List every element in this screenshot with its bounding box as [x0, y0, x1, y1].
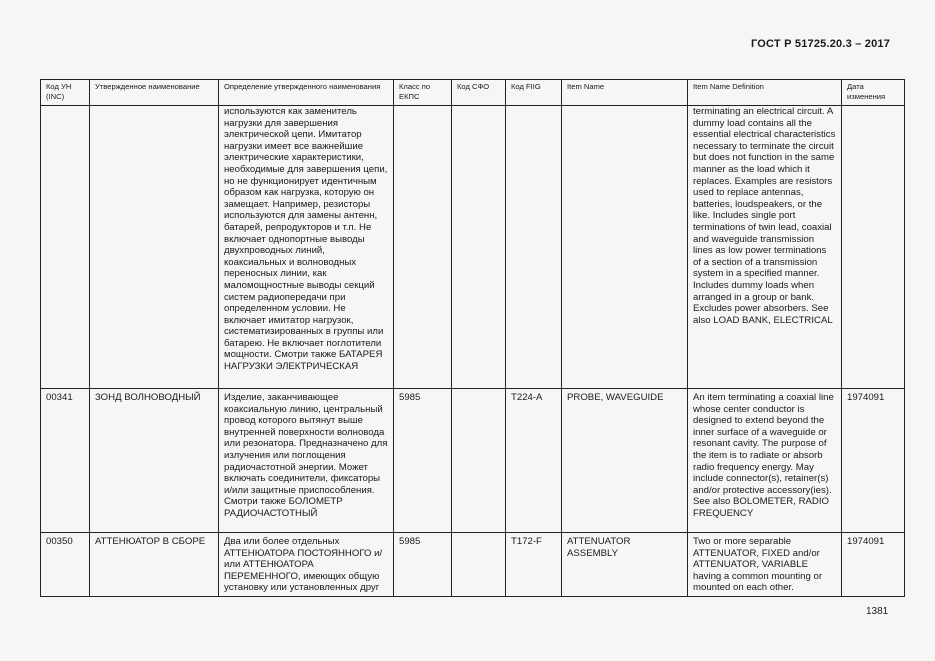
cell-item-name: PROBE, WAVEGUIDE	[562, 389, 688, 533]
col-header-name-ru: Утвержденное наименование	[90, 80, 219, 106]
cell-class: 5985	[394, 533, 452, 597]
cell-class	[394, 106, 452, 389]
cell-code: 00341	[41, 389, 90, 533]
col-header-sfo: Код СФО	[452, 80, 506, 106]
cell-item-name: ATTENUATOR ASSEMBLY	[562, 533, 688, 597]
col-header-definition-ru: Определение утвержденного наименования	[219, 80, 394, 106]
col-header-item-name: Item Name	[562, 80, 688, 106]
cell-name-ru: АТТЕНЮАТОР В СБОРЕ	[90, 533, 219, 597]
page-number: 1381	[866, 606, 889, 617]
cell-sfo	[452, 106, 506, 389]
cell-fiig: T224-A	[506, 389, 562, 533]
cell-name-ru	[90, 106, 219, 389]
cell-sfo	[452, 389, 506, 533]
table-row	[41, 389, 905, 533]
col-header-code: Код УН (INC)	[41, 80, 90, 106]
cell-sfo	[452, 533, 506, 597]
cell-definition-en: terminating an electrical circuit. A dummy load contains all the essential electrical characteristics necessary to terminate the circuit but does not function in the same manner as the load which it replaces. Examples are resistors used to replace antennas, batteries, loudspeakers, or the like. Includes single port terminations of twin lead, coaxial and waveguide transmission lines as low power terminations of a section of a transmission system in a specified manner. Includes dummy loads when arranged in a group or bank. Excludes power absorbers. See also LOAD BANK, ELECTRICAL	[688, 106, 842, 389]
document-code: ГОСТ Р 51725.20.3 – 2017	[751, 38, 891, 50]
cell-name-ru: ЗОНД ВОЛНОВОДНЫЙ	[90, 389, 219, 533]
cell-definition-ru: Изделие, заканчивающее коаксиальную линию, центральный провод которого вытянут выше внутренней поверхности волновода или резонатора. Предназначено для излучения или поглощения радиочастотной энергии. Может включать соединители, фиксаторы и/или защитные приспособления. Смотри также БОЛОМЕТР РАДИОЧАСТОТНЫЙ	[219, 389, 394, 533]
header-row	[41, 80, 905, 106]
cell-date: 1974091	[842, 389, 905, 533]
cell-code	[41, 106, 90, 389]
col-header-class: Класс по ЕКПС	[394, 80, 452, 106]
cell-code: 00350	[41, 533, 90, 597]
cell-fiig: T172-F	[506, 533, 562, 597]
cell-definition-ru: Два или более отдельных АТТЕНЮАТОРА ПОСТОЯННОГО и/или АТТЕНЮАТОРА ПЕРЕМЕННОГО, имеющих общую установку или установленных друг	[219, 533, 394, 597]
cell-date	[842, 106, 905, 389]
col-header-fiig: Код FIIG	[506, 80, 562, 106]
table-row	[41, 533, 905, 597]
cell-definition-ru: используются как заменитель нагрузки для завершения электрической цепи. Имитатор нагрузки имеет все важнейшие электрические характеристики, необходимые для завершения цепи, но не функционирует идентичным образом как нагрузка, которую он замещает. Например, резисторы используются для замены антенн, батарей, репродукторов и т.п. Не включает однопортные выводы двухпроводных линий, коаксиальных и волноводных переносных линии, как маломощностные выводы секций систем радиопередачи при определенном условии. Не включает имитатор нагрузок, систематизированных в группы или батарею. Не включает поглотители мощности. Смотри также БАТАРЕЯ НАГРУЗКИ ЭЛЕКТРИЧЕСКАЯ	[219, 106, 394, 389]
cell-date: 1974091	[842, 533, 905, 597]
col-header-item-definition: Item Name Definition	[688, 80, 842, 106]
cell-definition-en: Two or more separable ATTENUATOR, FIXED and/or ATTENUATOR, VARIABLE having a common mounting or mounted on each other.	[688, 533, 842, 597]
cell-definition-en: An item terminating a coaxial line whose center conductor is designed to extend beyond the inner surface of a waveguide or resonant cavity. The purpose of the item is to radiate or absorb radio frequency energy. May include connector(s), retainer(s) and/or protective accessory(ies). See also BOLOMETER, RADIO FREQUENCY	[688, 389, 842, 533]
cell-fiig	[506, 106, 562, 389]
cell-item-name	[562, 106, 688, 389]
cell-class: 5985	[394, 389, 452, 533]
nomenclature-table	[40, 79, 905, 597]
col-header-date: Дата изменения	[842, 80, 905, 106]
table-row	[41, 106, 905, 389]
